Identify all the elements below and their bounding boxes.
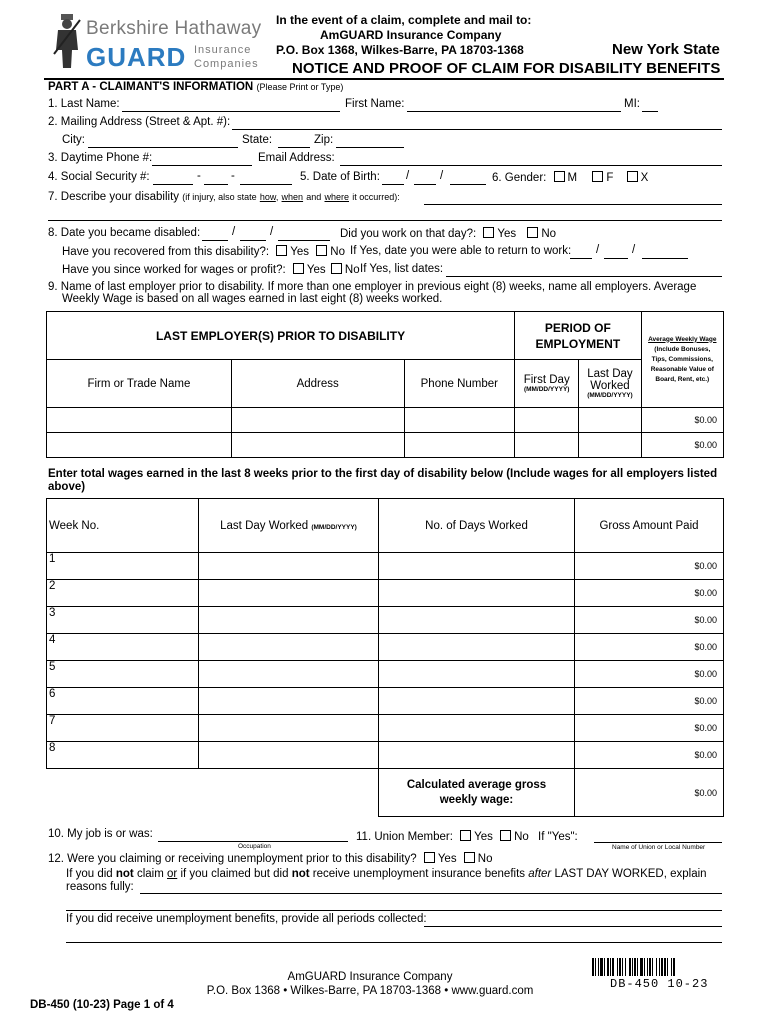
state-field[interactable] — [278, 147, 310, 148]
q12-group — [48, 852, 492, 865]
return-month[interactable] — [570, 258, 592, 259]
part-a-title: PART A - CLAIMANT'S INFORMATION — [48, 81, 254, 93]
work-day-group — [340, 227, 556, 240]
q12-text-d: LAST DAY WORKED, explain — [554, 868, 707, 880]
list-dates-field[interactable] — [446, 276, 722, 277]
mi-field[interactable] — [642, 111, 658, 112]
company-logo — [50, 10, 260, 72]
disabled-month[interactable] — [202, 240, 228, 241]
last-day-worked-cell[interactable] — [199, 688, 379, 715]
gender-f-label: F — [606, 172, 614, 184]
minuteman-logo-icon — [50, 10, 84, 70]
wage-row — [47, 688, 724, 715]
gender-m-label: M — [567, 172, 578, 184]
city-label: City: — [62, 134, 85, 146]
q12-or: or — [167, 868, 178, 880]
first-name-field[interactable] — [407, 111, 621, 112]
union-field[interactable] — [594, 842, 722, 843]
union-if-label: If "Yes": — [538, 831, 578, 843]
avg-wage-note1: (Include Bonuses, — [654, 345, 711, 353]
list-dates-label: If Yes, list dates: — [360, 263, 444, 275]
form-id: DB-450 (10-23) Page 1 of 4 — [30, 999, 174, 1011]
unemployment-yes-checkbox[interactable] — [424, 852, 435, 863]
avg-gross-value[interactable]: $0.00 — [575, 769, 724, 817]
gross-amount-cell[interactable]: $0.00 — [575, 607, 724, 634]
q12-text-b: if you claimed but did — [180, 868, 289, 880]
worked-since-yes-label: Yes — [306, 264, 326, 276]
dob-year[interactable] — [450, 184, 486, 185]
q12-after: after — [528, 868, 552, 880]
recovered-group — [62, 245, 345, 258]
wage-row — [47, 634, 724, 661]
zip-field[interactable] — [336, 147, 404, 148]
recovered-label: Have you recovered from this disability?: — [62, 246, 270, 258]
col-last-day — [579, 360, 641, 408]
work-day-label: Did you work on that day?: — [340, 228, 477, 240]
address-cell[interactable] — [231, 433, 404, 458]
period-line-2: EMPLOYMENT — [535, 336, 621, 351]
last-day-cell[interactable] — [579, 408, 641, 433]
received-field-1[interactable] — [424, 926, 722, 927]
week-no-cell: 3 — [47, 607, 199, 634]
barcode-text: DB-450 10-23 — [610, 977, 709, 991]
days-worked-cell[interactable] — [379, 742, 575, 769]
q12-explain — [66, 868, 707, 881]
col-week: Week No. — [47, 499, 199, 553]
gender-f-checkbox[interactable] — [592, 171, 603, 182]
q3-label: 3. Daytime Phone #: — [48, 152, 153, 164]
wages-intro — [48, 468, 728, 494]
phone-cell[interactable] — [404, 433, 514, 458]
first-day-cell[interactable] — [515, 408, 579, 433]
q12-received-label: If you did receive unemployment benefits, provide all periods collected: — [66, 913, 427, 925]
gross-amount-cell[interactable]: $0.00 — [575, 742, 724, 769]
col-first-day — [515, 360, 579, 408]
dob-slash-2: / — [440, 170, 444, 182]
week-no-cell: 6 — [47, 688, 199, 715]
days-worked-cell[interactable] — [379, 580, 575, 607]
wage-row — [47, 607, 724, 634]
work-day-no-label: No — [541, 228, 557, 240]
dis-slash-1: / — [232, 226, 236, 238]
avg-wage-title: Average Weekly Wage — [648, 335, 717, 343]
avg-wage-head — [641, 312, 723, 408]
worked-since-yes-checkbox[interactable] — [293, 263, 304, 274]
gross-amount-cell[interactable]: $0.00 — [575, 688, 724, 715]
disability-field-2[interactable] — [48, 220, 722, 221]
ssn-dash-2: - — [231, 170, 235, 182]
wage-row — [47, 742, 724, 769]
return-year[interactable] — [642, 258, 688, 259]
last-day-worked-cell[interactable] — [199, 634, 379, 661]
week-no-cell: 7 — [47, 715, 199, 742]
gross-amount-cell[interactable]: $0.00 — [575, 580, 724, 607]
email-field[interactable] — [340, 165, 722, 166]
logo-guard: GUARD — [86, 42, 187, 72]
reasons-field-1[interactable] — [140, 893, 722, 894]
gross-amount-cell[interactable]: $0.00 — [575, 634, 724, 661]
avg-wage-note2: Tips, Commissions, — [651, 355, 713, 363]
union-yes-checkbox[interactable] — [460, 830, 471, 841]
q9-line1: 9. Name of last employer prior to disability. If more than one employer in previous eight (8) weeks, name all employers. Average — [48, 281, 697, 293]
received-field-2[interactable] — [66, 942, 722, 943]
zip-label: Zip: — [314, 134, 334, 146]
q6-label: 6. Gender: — [492, 172, 547, 184]
last-day-worked-cell[interactable] — [199, 661, 379, 688]
q8-label: 8. Date you became disabled: — [48, 227, 201, 239]
worked-since-no-checkbox[interactable] — [331, 263, 342, 274]
barcode — [592, 958, 726, 998]
avg-wage-note4: Board, Rent, etc.) — [655, 375, 710, 383]
q12-text-c: receive unemployment insurance benefits — [312, 868, 526, 880]
state-field-label: State: — [242, 134, 273, 146]
recovered-yes-label: Yes — [290, 246, 310, 258]
unemployment-yes-label: Yes — [437, 853, 457, 865]
col-last-day-worked — [199, 499, 379, 553]
days-worked-cell[interactable] — [379, 661, 575, 688]
address-cell[interactable] — [231, 408, 404, 433]
week-no-cell: 2 — [47, 580, 199, 607]
logo-companies: Companies — [194, 58, 259, 70]
q11-label: 11. Union Member: — [356, 831, 453, 843]
work-day-no-checkbox[interactable] — [527, 227, 538, 238]
ssn-field-1[interactable] — [153, 184, 193, 185]
avg-label-line2: weekly wage: — [439, 793, 514, 806]
disability-field-1[interactable] — [424, 204, 722, 205]
part-a-heading — [48, 81, 343, 93]
ret-slash-2: / — [632, 244, 636, 256]
q7-and: and — [306, 192, 322, 202]
last-day-worked-label: Last Day Worked — [220, 519, 309, 532]
gross-amount-cell[interactable]: $0.00 — [575, 715, 724, 742]
disabled-year[interactable] — [278, 240, 330, 241]
phone-cell[interactable] — [404, 408, 514, 433]
q7-when: when — [281, 192, 304, 202]
avg-row-empty — [47, 769, 379, 817]
q12-label: 12. Were you claiming or receiving unemployment prior to this disability? — [48, 853, 417, 865]
unemployment-no-label: No — [477, 853, 493, 865]
mail-instruction: In the event of a claim, complete and mail to: — [276, 13, 532, 27]
q10-label: 10. My job is or was: — [48, 828, 153, 840]
firm-cell[interactable] — [47, 408, 232, 433]
last-day-label-1: Last Day — [587, 368, 633, 380]
reasons-field-2[interactable] — [66, 910, 722, 911]
q2-label: 2. Mailing Address (Street & Apt. #): — [48, 116, 231, 128]
ret-slash-1: / — [596, 244, 600, 256]
avg-wage-cell[interactable]: $0.00 — [641, 408, 723, 433]
firm-cell[interactable] — [47, 433, 232, 458]
avg-wage-cell[interactable]: $0.00 — [641, 433, 723, 458]
last-day-worked-cell[interactable] — [199, 742, 379, 769]
avg-label-line1: Calculated average gross — [406, 778, 547, 791]
q12-not-2: not — [291, 868, 310, 880]
last-day-worked-cell[interactable] — [199, 607, 379, 634]
last-day-label-2: Worked — [590, 380, 630, 392]
avg-wage-note3: Reasonable Value of — [650, 365, 714, 373]
mail-address: P.O. Box 1368, Wilkes-Barre, PA 18703-1368 — [276, 43, 524, 57]
mi-label: MI: — [624, 98, 640, 110]
union-group — [356, 830, 578, 843]
dob-day[interactable] — [414, 184, 436, 185]
avg-wage-row — [47, 769, 724, 817]
last-day-cell[interactable] — [579, 433, 641, 458]
gender-m-checkbox[interactable] — [554, 171, 565, 182]
ssn-field-3[interactable] — [240, 184, 292, 185]
wages-table — [46, 498, 724, 817]
employer-row — [47, 408, 724, 433]
gender-x-label: X — [640, 172, 649, 184]
union-no-label: No — [514, 831, 529, 843]
logo-berkshire: Berkshire Hathaway — [86, 18, 262, 39]
city-field[interactable] — [88, 147, 238, 148]
last-day-worked-cell[interactable] — [199, 580, 379, 607]
q7-note-pre: (if injury, also state — [182, 192, 257, 202]
q12-not-1: not — [115, 868, 134, 880]
title-rule — [44, 78, 724, 80]
dob-month[interactable] — [382, 184, 404, 185]
week-no-cell: 4 — [47, 634, 199, 661]
footer-company: AmGUARD Insurance Company — [287, 971, 453, 983]
q7-text: 7. Describe your disability — [48, 191, 180, 203]
last-name-field[interactable] — [122, 111, 340, 112]
wages-intro-line1: Enter total wages earned in the last 8 weeks prior to the first day of disability below (Include wages for all employers listed — [48, 468, 718, 480]
work-day-yes-label: Yes — [497, 228, 517, 240]
employer-table — [46, 311, 724, 458]
logo-insurance: Insurance — [194, 44, 252, 56]
ssn-dash-1: - — [197, 170, 201, 182]
first-day-label: First Day — [523, 374, 570, 386]
q7-how: how — [259, 192, 276, 202]
first-day-cell[interactable] — [515, 433, 579, 458]
gross-amount-cell[interactable]: $0.00 — [575, 661, 724, 688]
period-line-1: PERIOD OF — [544, 320, 611, 335]
footer-address: P.O. Box 1368 • Wilkes-Barre, PA 18703-1368 • www.guard.com — [206, 985, 534, 997]
occupation-field[interactable] — [158, 841, 348, 842]
dob-slash-1: / — [406, 170, 410, 182]
days-worked-cell[interactable] — [379, 553, 575, 580]
recovered-no-label: No — [330, 246, 345, 258]
week-no-cell: 5 — [47, 661, 199, 688]
recovered-no-checkbox[interactable] — [316, 245, 327, 256]
email-label: Email Address: — [258, 152, 335, 164]
q4-label: 4. Social Security #: — [48, 171, 150, 183]
q12-text-a: If you did — [66, 868, 113, 880]
q12-claim: claim — [136, 868, 164, 880]
col-address: Address — [231, 360, 404, 408]
work-day-yes-checkbox[interactable] — [483, 227, 494, 238]
worked-since-no-label: No — [344, 264, 360, 276]
q9-line2: Weekly Wage is based on all wages earned in last eight (8) weeks worked. — [62, 293, 443, 305]
col-phone: Phone Number — [404, 360, 514, 408]
unemployment-no-checkbox[interactable] — [464, 852, 475, 863]
union-yes-label: Yes — [474, 831, 493, 843]
disabled-day[interactable] — [240, 240, 266, 241]
col-gross: Gross Amount Paid — [575, 499, 724, 553]
wage-row — [47, 661, 724, 688]
gross-amount-cell[interactable]: $0.00 — [575, 553, 724, 580]
worked-since-label: Have you since worked for wages or profit?: — [62, 264, 286, 276]
last-day-fmt: (MM/DD/YYYY) — [587, 392, 633, 399]
employer-head-period — [515, 312, 642, 360]
mail-company: AmGUARD Insurance Company — [320, 28, 502, 42]
days-worked-cell[interactable] — [379, 634, 575, 661]
phone-field[interactable] — [152, 165, 252, 166]
col-days-worked: No. of Days Worked — [379, 499, 575, 553]
first-day-fmt: (MM/DD/YYYY) — [523, 386, 570, 393]
days-worked-cell[interactable] — [379, 688, 575, 715]
state-label: New York State — [612, 41, 720, 58]
occupation-caption: Occupation — [238, 843, 271, 850]
gender-x-checkbox[interactable] — [627, 171, 638, 182]
return-day[interactable] — [604, 258, 628, 259]
last-day-worked-cell[interactable] — [199, 553, 379, 580]
employer-row — [47, 433, 724, 458]
dis-slash-2: / — [270, 226, 274, 238]
ssn-field-2[interactable] — [204, 184, 228, 185]
q7-note-post: it occurred): — [352, 192, 400, 202]
q1-label: 1. Last Name: — [48, 98, 120, 110]
wage-row — [47, 580, 724, 607]
return-label: If Yes, date you were able to return to work: — [350, 245, 572, 257]
last-day-worked-fmt: (MM/DD/YYYY) — [311, 523, 357, 531]
q5-label: 5. Date of Birth: — [300, 171, 380, 183]
wages-intro-line2: above) — [48, 481, 86, 493]
q12-reasons-label: reasons fully: — [66, 881, 134, 893]
q7-label: 7. Describe your disability (if injury, also state how, when and where it occurred): — [48, 191, 400, 203]
gender-group — [492, 171, 648, 184]
avg-gross-label — [379, 769, 575, 817]
part-a-note: (Please Print or Type) — [256, 82, 344, 92]
last-day-worked-cell[interactable] — [199, 715, 379, 742]
employer-head-main: LAST EMPLOYER(S) PRIOR TO DISABILITY — [47, 312, 515, 360]
street-field[interactable] — [232, 129, 722, 130]
week-no-cell: 1 — [47, 553, 199, 580]
col-firm: Firm or Trade Name — [47, 360, 232, 408]
first-name-label: First Name: — [345, 98, 405, 110]
days-worked-cell[interactable] — [379, 607, 575, 634]
week-no-cell: 8 — [47, 742, 199, 769]
union-caption: Name of Union or Local Number — [612, 844, 706, 851]
wage-row — [47, 553, 724, 580]
recovered-yes-checkbox[interactable] — [276, 245, 287, 256]
union-no-checkbox[interactable] — [500, 830, 511, 841]
q7-where: where — [324, 192, 350, 202]
wage-row — [47, 715, 724, 742]
worked-since-group — [62, 263, 360, 276]
form-title: NOTICE AND PROOF OF CLAIM FOR DISABILITY BENEFITS — [292, 60, 721, 77]
days-worked-cell[interactable] — [379, 715, 575, 742]
